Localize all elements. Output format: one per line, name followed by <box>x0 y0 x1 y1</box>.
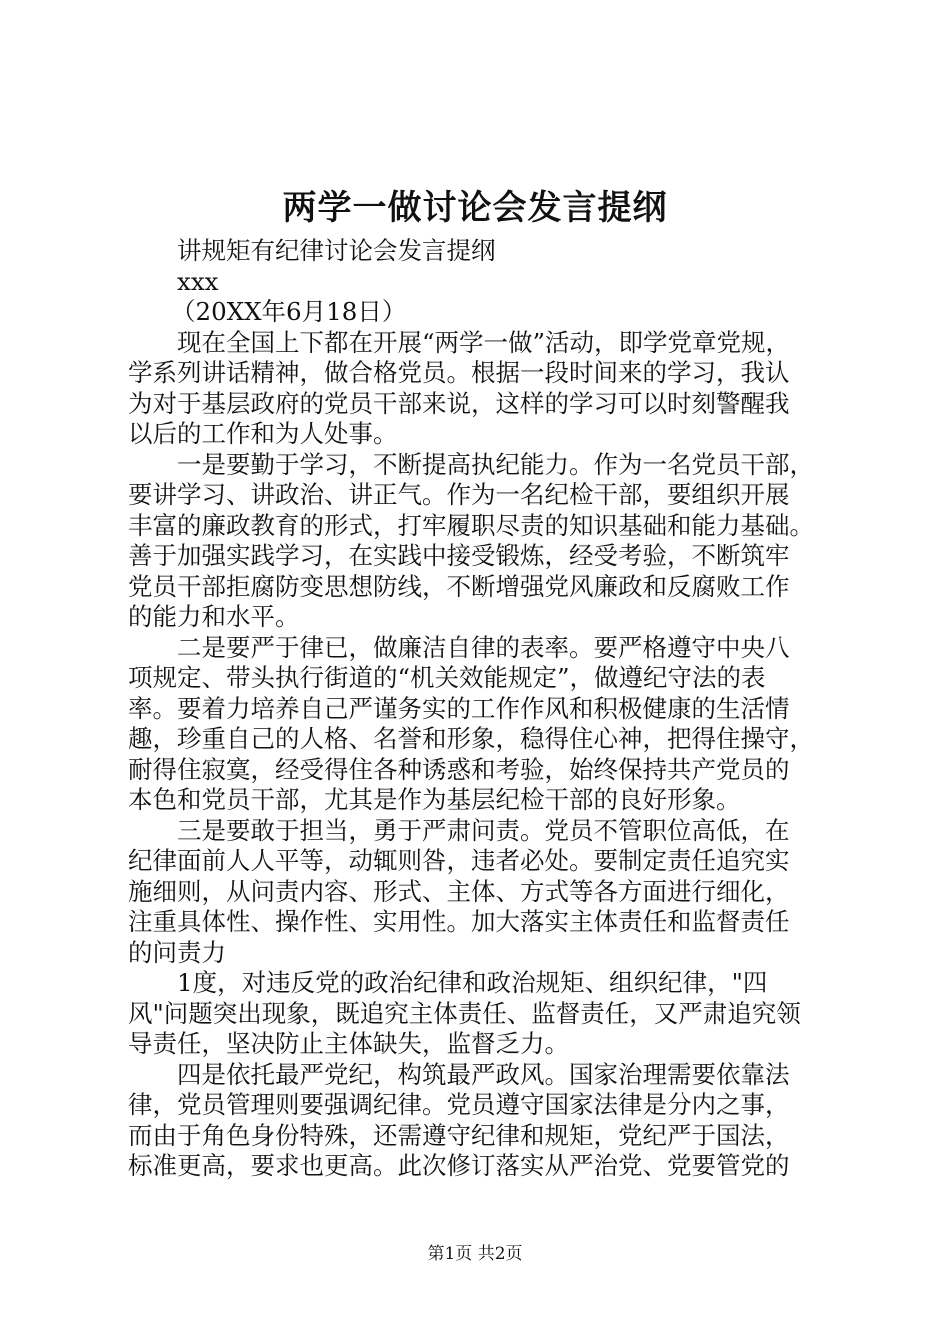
document-body <box>128 236 834 1182</box>
paragraph-line: 要讲学习、讲政治、讲正气。作为一名纪检干部，要组织开展 <box>128 480 790 509</box>
paragraph-line: 二是要严于律已，做廉洁自律的表率。要严格遵守中央八 <box>177 632 790 662</box>
paragraph-line: 耐得住寂寞，经受得住各种诱惑和考验，始终保持共产党员的 <box>128 754 790 784</box>
paragraph-line: 学系列讲话精神，做合格党员。根据一段时间来的学习，我认 <box>128 358 790 387</box>
paragraph-line: 善于加强实践学习，在实践中接受锻炼，经受考验，不断筑牢 <box>128 541 790 570</box>
paragraph-line: 律，党员管理则要强调纪律。党员遵守国家法律是分内之事， <box>128 1090 790 1119</box>
paragraph-line: 本色和党员干部，尤其是作为基层纪检干部的良好形象。 <box>128 785 741 814</box>
paragraph-line: 为对于基层政府的党员干部来说，这样的学习可以时刻警醒我 <box>128 388 790 418</box>
paragraph-line: 趣，珍重自己的人格、名誉和形象，稳得住心神，把得住操守， <box>128 724 814 753</box>
paragraph-line: 导责任，坚决防止主体缺失，监督乏力。 <box>128 1029 569 1058</box>
paragraph-line: 1度，对违反党的政治纪律和政治规矩、组织纪律，"四 <box>177 968 768 997</box>
paragraph-line: 一是要勤于学习，不断提高执纪能力。作为一名党员干部， <box>177 449 814 479</box>
paragraph-line: 率。要着力培养自己严谨务实的工作作风和积极健康的生活情 <box>128 693 790 723</box>
paragraph-line: 而由于角色身份特殊，还需遵守纪律和规矩，党纪严于国法， <box>128 1120 790 1150</box>
paragraph-line: 的问责力 <box>128 937 226 967</box>
paragraph-line: 施细则，从问责内容、形式、主体、方式等各方面进行细化， <box>128 876 790 906</box>
paragraph-line: 项规定、带头执行街道的“机关效能规定”，做遵纪守法的表 <box>128 663 766 692</box>
paragraph-line: 丰富的廉政教育的形式，打牢履职尽责的知识基础和能力基础。 <box>128 510 814 540</box>
paragraph-line: 纪律面前人人平等，动辄则咎，违者必处。要制定责任追究实 <box>128 846 790 875</box>
paragraph-line: 四是依托最严党纪，构筑最严政风。国家治理需要依靠法 <box>177 1059 790 1089</box>
paragraph-line: 风"问题突出现象，既追究主体责任、监督责任，又严肃追究领 <box>128 998 801 1028</box>
paragraph-line: 三是要敢于担当，勇于严肃问责。党员不管职位高低，在 <box>177 815 790 845</box>
paragraph-line: 注重具体性、操作性、实用性。加大落实主体责任和监督责任 <box>128 907 790 936</box>
paragraph-line: 的能力和水平。 <box>128 602 300 631</box>
author-line: xxx <box>177 266 219 296</box>
paragraph-line: 标准更高，要求也更高。此次修订落实从严治党、党要管党的 <box>128 1151 790 1180</box>
paragraph-line: 现在全国上下都在开展“两学一做”活动，即学党章党规， <box>177 327 791 357</box>
paragraph-line: 以后的工作和为人处事。 <box>128 419 398 448</box>
page-footer: 第1页 共2页 <box>427 1244 523 1264</box>
date-line: （20XX年6月18日） <box>171 297 407 326</box>
document-title: 两学一做讨论会发言提纲 <box>282 188 668 228</box>
document-subtitle: 讲规矩有纪律讨论会发言提纲 <box>177 236 496 265</box>
paragraph-line: 党员干部拒腐防变思想防线，不断增强党风廉政和反腐败工作 <box>128 571 790 601</box>
